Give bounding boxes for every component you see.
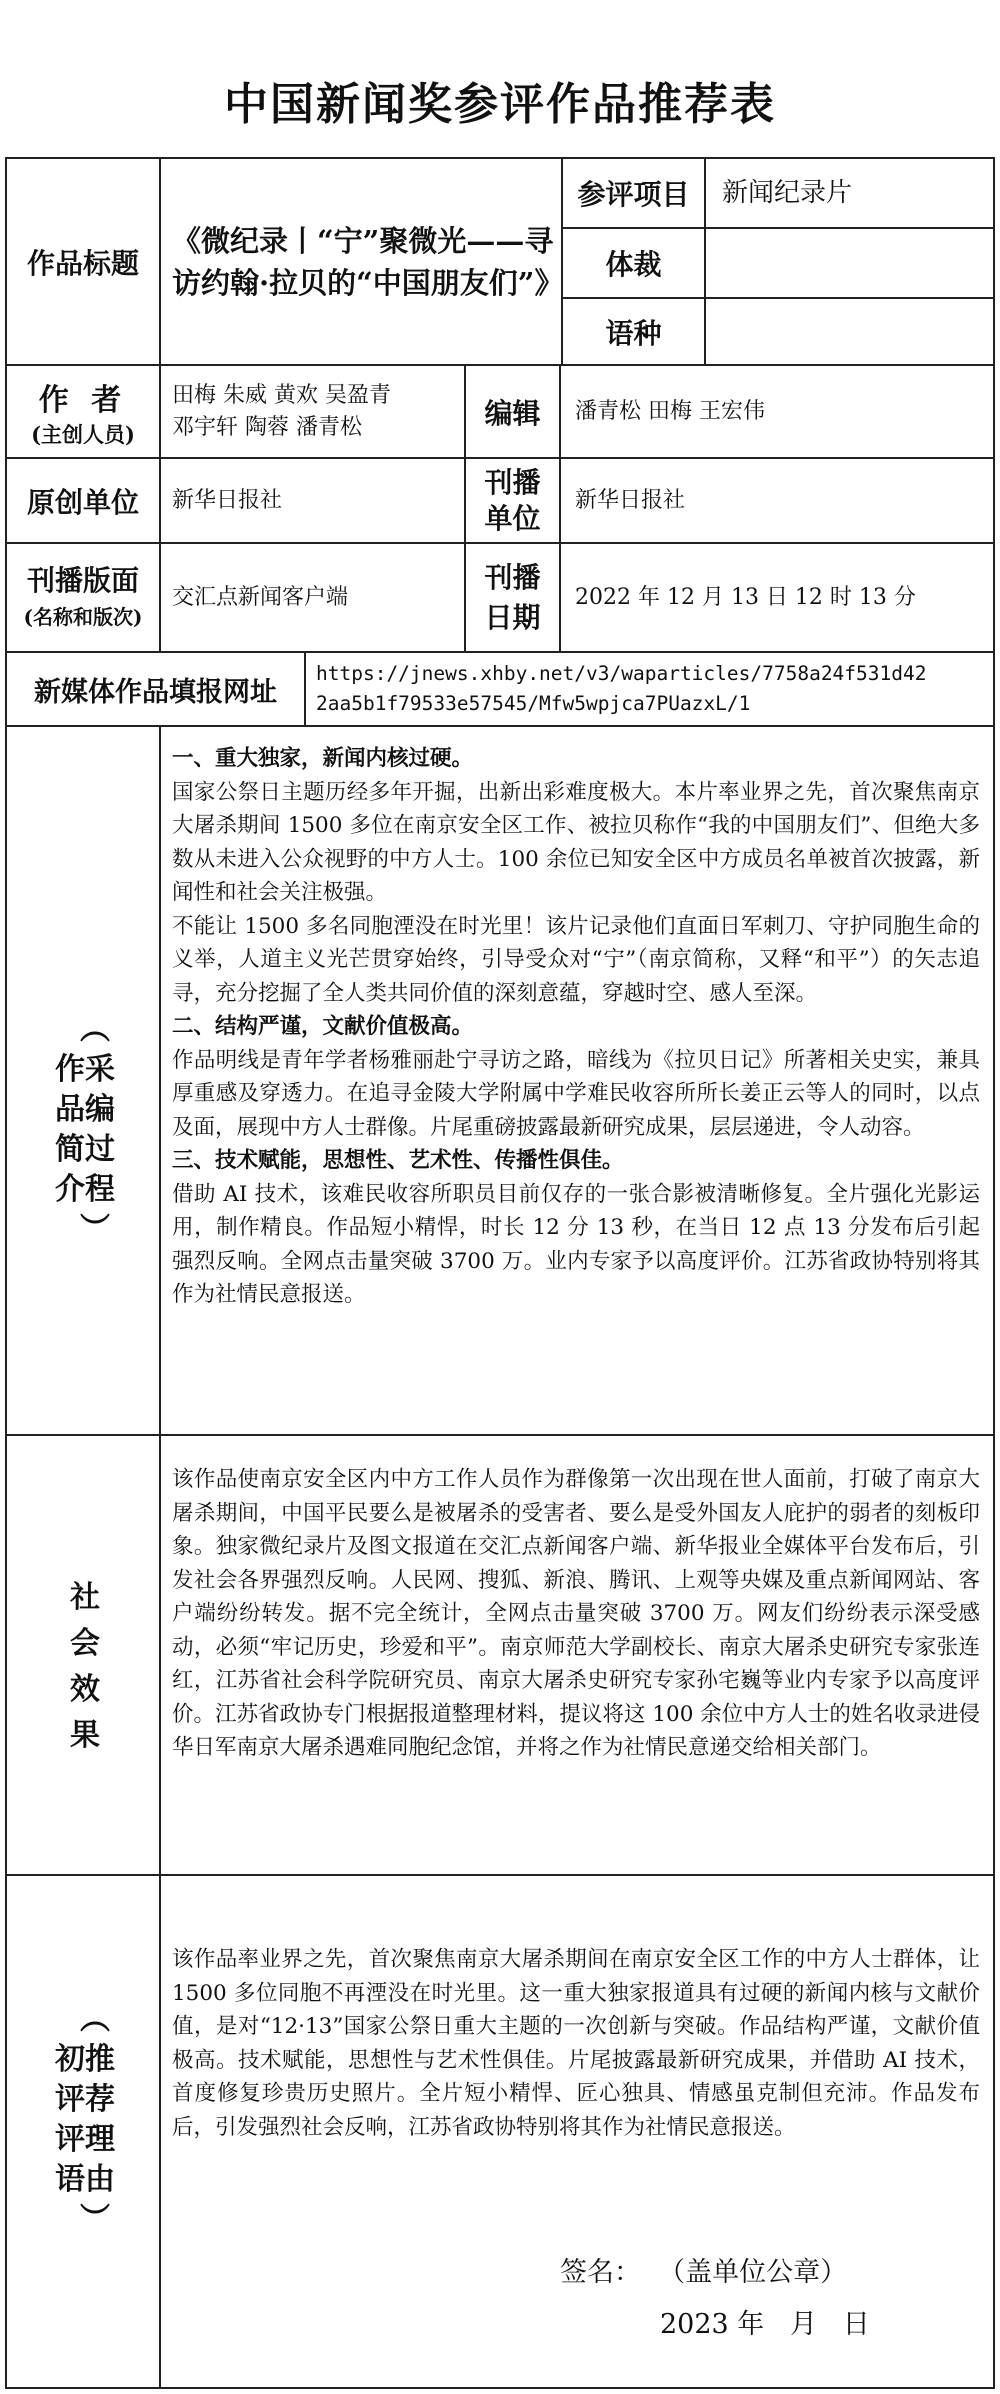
new-media-url-label: 新媒体作品填报网址 <box>34 676 277 708</box>
publish-page-label-sub: (名称和版次) <box>23 604 143 629</box>
publish-unit-label <box>465 458 560 543</box>
publish-page-label <box>6 543 160 652</box>
process-paren-bottom: ︶ <box>80 1212 110 1247</box>
language-label: 语种 <box>605 316 662 350</box>
publish-page-label-main: 刊播版面 <box>26 563 139 597</box>
author-label <box>6 365 160 458</box>
genre-value <box>722 228 992 298</box>
authors-line-1: 田梅 朱威 黄欢 吴盈青 <box>172 382 391 408</box>
process-label-line-4: 介程 <box>55 1172 115 1207</box>
social-label-3: 效 <box>70 1672 100 1707</box>
process-label-line-2: 品编 <box>55 1092 115 1127</box>
work-title-label: 作品标题 <box>26 246 139 280</box>
social-label-4: 果 <box>70 1718 100 1753</box>
publish-unit-label-1: 刊播 <box>484 465 541 499</box>
process-label <box>20 1010 150 1250</box>
process-heading-2: 二、结构严谨，文献价值极高。 <box>172 1014 474 1039</box>
process-paragraph-1: 国家公祭日主题历经多年开掘，出新出彩难度极大。本片率业界之先，首次聚焦南京大屠杀期间 1500 多位在南京安全区工作、被拉贝称作“我的中国朋友们”、但绝大多数从未进入公众视野的中方人士。100 余位已知安全区中方成员名单被首次披露，新闻性和社会关注极强。 <box>172 779 980 905</box>
review-label-line-1: 初推 <box>55 2042 115 2077</box>
review-label <box>20 2000 150 2240</box>
url-line-1[interactable]: https://jnews.xhby.net/v3/waparticles/7758a24f531d42 <box>316 662 927 685</box>
process-paragraph-3: 作品明线是青年学者杨雅丽赴宁寻访之路，暗线为《拉贝日记》所著相关史实，兼具厚重感及穿透力。在追寻金陵大学附属中学难民收容所所长姜正云等人的同时，以点及面，展现中方人士群像。片尾重磅披露最新研究成果，层层递进，令人动容。 <box>172 1047 980 1140</box>
review-label-line-2: 评荐 <box>55 2082 115 2117</box>
review-text <box>172 1943 980 2144</box>
entry-item-label: 参评项目 <box>577 178 690 211</box>
genre-label: 体裁 <box>605 248 662 281</box>
process-heading-3: 三、技术赋能，思想性、艺术性、传播性俱佳。 <box>172 1148 624 1173</box>
social-effect-paragraph: 该作品使南京安全区内中方工作人员作为群像第一次出现在世人面前，打破了南京大屠杀期间，中国平民要么是被屠杀的受害者、要么是受外国友人庇护的弱者的刻板印象。独家微纪录片及图文报道在交汇点新闻客户端、新华报业全媒体平台发布后，引发社会各界强烈反响。人民网、搜狐、新浪、腾讯、上观等央媒及重点新闻网站、客户端纷纷转发。据不完全统计，全网点击量突破 3700 万。网友们纷纷表示深受感动，必须“牢记历史，珍爱和平”。南京师范大学副校长、南京大屠杀史研究专家张连红，江苏省社会科学院研究员、南京大屠杀史研究专家孙宅巍等业内专家予以高度评价。江苏省政协专门根据报道整理材料，提议将这 100 余位中方人士的姓名收录进侵华日军南京大屠杀遇难同胞纪念馆，并将之作为社情民意递交给相关部门。 <box>172 1467 980 1760</box>
publish-date-label-1: 刊播 <box>484 560 541 594</box>
editor-label: 编辑 <box>484 396 541 430</box>
review-label-line-3: 评理 <box>55 2122 115 2157</box>
publish-unit-label-2: 单位 <box>484 501 541 535</box>
publish-page-value: 交汇点新闻客户端 <box>172 584 349 610</box>
process-heading-1: 一、重大独家，新闻内核过硬。 <box>172 746 474 771</box>
new-media-url-value[interactable] <box>316 652 992 726</box>
review-signature: 签名： （盖单位公章） <box>560 2257 848 2288</box>
review-paren-top: ︵ <box>80 2002 110 2037</box>
social-effect-label <box>20 1575 150 1759</box>
review-label-line-4: 语由 <box>55 2162 115 2197</box>
process-paragraph-4: 借助 AI 技术，该难民收容所职员目前仅存的一张合影被清晰修复。全片强化光影运用，制作精良。作品短小精悍，时长 12 分 13 秒，在当日 12 点 13 分发布后引起强烈反响。全网点击量突破 3700 万。业内专家予以高度评价。江苏省政协特别将其作为社情民意报送。 <box>172 1181 980 1307</box>
review-paren-bottom: ︶ <box>80 2202 110 2237</box>
url-line-2[interactable]: 2aa5b1f79533e57545/Mfw5wpjca7PUazxL/1 <box>316 692 751 715</box>
publish-date-label <box>465 543 560 652</box>
social-effect-text <box>172 1463 980 1765</box>
process-paren-top: ︵ <box>80 1012 110 1047</box>
work-title-value: 《微纪录丨“宁”聚微光——寻访约翰·拉贝的“中国朋友们”》 <box>172 223 564 300</box>
authors-value <box>172 365 462 458</box>
original-unit-value: 新华日报社 <box>172 487 283 513</box>
publish-unit-value: 新华日报社 <box>575 487 686 513</box>
language-value <box>722 298 992 365</box>
document-title: 中国新闻奖参评作品推荐表 <box>224 79 776 130</box>
process-label-line-3: 简过 <box>55 1132 115 1167</box>
authors-line-2: 邓宇轩 陶蓉 潘青松 <box>172 414 362 440</box>
social-label-1: 社 <box>70 1580 100 1615</box>
review-paragraph: 该作品率业界之先，首次聚焦南京大屠杀期间在南京安全区工作的中方人士群体，让 1500 多位同胞不再湮没在时光里。这一重大独家报道具有过硬的新闻内核与文献价值，是对“12·13”国家公祭日重大主题的一次创新与突破。作品结构严谨，文献价值极高。技术赋能，思想性与艺术性俱佳。片尾披露最新研究成果，并借助 AI 技术，首度修复珍贵历史照片。全片短小精悍、匠心独具、情感虽克制但充沛。作品发布后，引发强烈社会反响，江苏省政协特别将其作为社情民意报送。 <box>172 1947 980 2140</box>
publish-date-value: 2022 年 12 月 13 日 12 时 13 分 <box>575 584 916 610</box>
process-label-line-1: 作采 <box>55 1052 115 1087</box>
entry-item-value: 新闻纪录片 <box>722 178 853 208</box>
process-text <box>172 742 980 1312</box>
editors-value: 潘青松 田梅 王宏伟 <box>575 398 765 424</box>
process-paragraph-2: 不能让 1500 多名同胞湮没在时光里！该片记录他们直面日军刺刀、守护同胞生命的义举，人道主义光芒贯穿始终，引导受众对“宁”（南京简称，又释“和平”）的矢志追寻，充分挖掘了全人类共同价值的深刻意蕴，穿越时空、感人至深。 <box>172 913 980 1006</box>
author-label-main: 作 者 <box>38 382 128 418</box>
publish-date-label-2: 日期 <box>484 600 541 634</box>
author-label-sub: (主创人员) <box>31 421 135 447</box>
original-unit-label: 原创单位 <box>26 485 139 519</box>
review-date: 2023 年 月 日 <box>660 2309 870 2340</box>
social-label-2: 会 <box>70 1626 100 1661</box>
